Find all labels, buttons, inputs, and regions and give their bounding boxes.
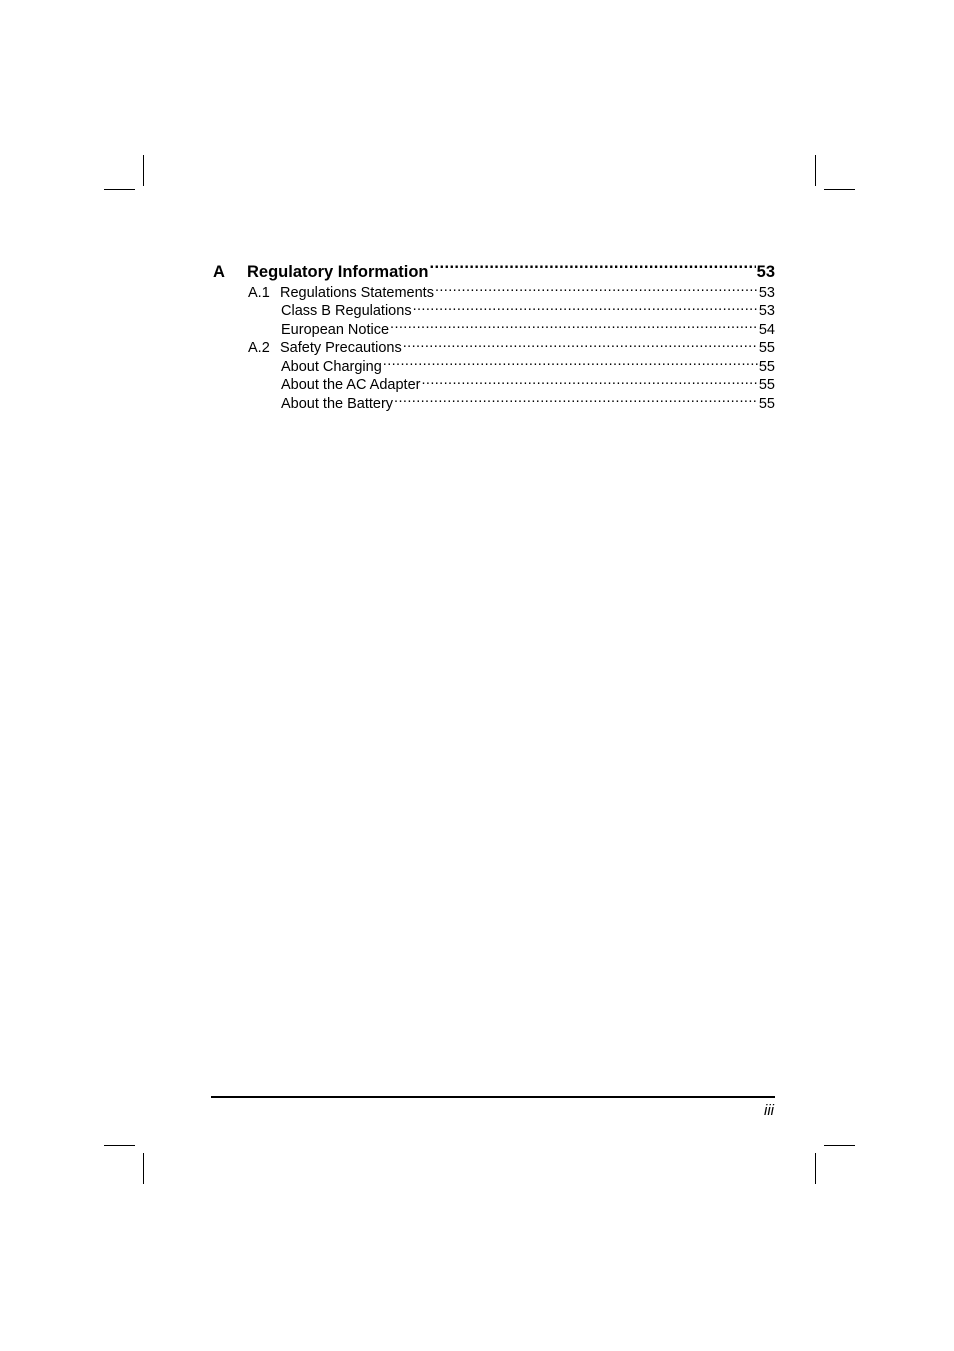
crop-mark-top-right-horizontal	[824, 189, 855, 190]
toc-chapter-number: A	[213, 263, 225, 281]
toc-dot-leader	[430, 250, 756, 277]
toc-entry-page: 55	[758, 358, 775, 375]
toc-chapter-page: 53	[756, 263, 775, 281]
crop-mark-top-right-vertical	[815, 155, 816, 186]
toc-subsection-row[interactable]	[212, 297, 775, 319]
toc-entry-title: Safety Precautions	[280, 340, 402, 356]
crop-mark-top-left-horizontal	[104, 189, 135, 190]
toc-entry-title: Class B Regulations	[281, 303, 412, 319]
toc-entry-page: 55	[758, 340, 775, 356]
toc-subsection-row[interactable]	[212, 389, 775, 412]
toc-entry-title: About the AC Adapter	[281, 377, 421, 393]
toc-subsection-row[interactable]	[212, 371, 775, 393]
crop-mark-bottom-left-horizontal	[104, 1145, 135, 1146]
crop-mark-bottom-right-vertical	[815, 1153, 816, 1184]
toc-entry-title: About Charging	[281, 358, 382, 375]
toc-entry-title: European Notice	[281, 321, 390, 338]
toc-chapter-row[interactable]	[212, 250, 775, 281]
toc-subsection-row[interactable]	[212, 315, 775, 338]
toc-section-number: A.1	[248, 284, 270, 301]
toc-entry-page: 55	[758, 377, 775, 393]
toc-section-row[interactable]	[212, 334, 775, 356]
toc-entry-title: About the Battery	[281, 395, 394, 412]
crop-mark-top-left-vertical	[143, 155, 144, 186]
toc-section-number: A.2	[248, 340, 270, 356]
toc-chapter-title: Regulatory Information	[247, 263, 429, 281]
toc-subsection-row[interactable]	[212, 352, 775, 375]
toc-dot-leader	[403, 334, 758, 353]
toc-dot-leader	[390, 315, 758, 334]
page-folio: iii	[764, 1102, 774, 1119]
toc-dot-leader	[394, 389, 758, 408]
toc-dot-leader	[413, 297, 758, 316]
toc-dot-leader	[435, 278, 758, 297]
toc-entry-title: Regulations Statements	[280, 284, 434, 301]
toc-entry-page: 53	[758, 303, 775, 319]
toc-dot-leader	[383, 352, 758, 371]
table-of-contents	[212, 250, 775, 412]
toc-entry-page: 53	[758, 284, 775, 301]
toc-dot-leader	[421, 371, 757, 390]
crop-mark-bottom-left-vertical	[143, 1153, 144, 1184]
toc-section-row[interactable]	[212, 278, 775, 301]
toc-entry-page: 55	[758, 395, 775, 412]
footer-rule	[211, 1096, 775, 1098]
crop-mark-bottom-right-horizontal	[824, 1145, 855, 1146]
toc-entry-page: 54	[758, 321, 775, 338]
